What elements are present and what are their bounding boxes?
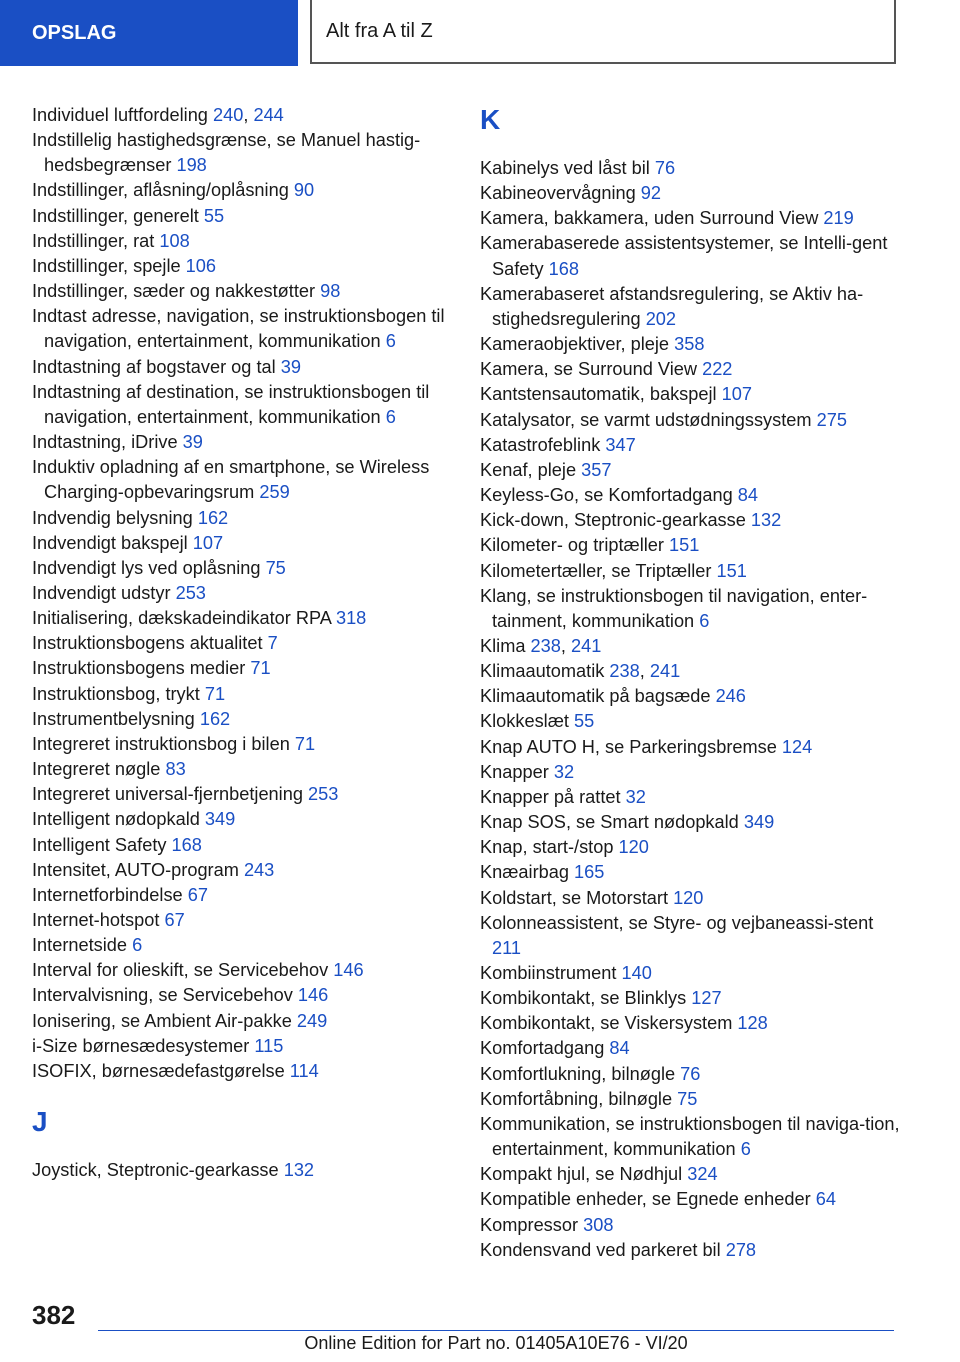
index-entry <box>32 254 452 279</box>
page-reference-link[interactable]: 32 <box>553 761 575 782</box>
index-term: Kommunikation, se instruktionsbogen til naviga-tion, entertainment, kommunikation <box>480 1113 900 1160</box>
index-entry: Klima 238, 241 <box>480 635 602 656</box>
index-entry <box>480 810 900 835</box>
page-reference-link[interactable]: 238 <box>609 661 640 682</box>
index-entry <box>480 1087 900 1112</box>
index-term: Kamerabaserede assistentsystemer, se Intelli-gent Safety <box>480 233 888 279</box>
index-entry <box>32 531 452 556</box>
footer-divider <box>98 1330 894 1331</box>
page-reference-link[interactable]: 202 <box>645 308 677 329</box>
page-reference-link[interactable]: 32 <box>625 786 646 807</box>
page-reference-link[interactable]: 90 <box>293 180 315 201</box>
index-term: Ionisering, se Ambient Air-pakke <box>32 1010 297 1031</box>
index-term: Kompatible enheder, se Egnede enheder <box>480 1189 816 1210</box>
index-entry <box>32 355 452 380</box>
index-term: Instruktionsbogens medier <box>32 658 251 679</box>
chapter-title: Alt fra A til Z <box>310 0 896 64</box>
page-reference-link[interactable]: 275 <box>816 409 847 430</box>
page-reference-link[interactable]: 75 <box>265 557 286 578</box>
page-reference-link[interactable]: 165 <box>574 862 605 883</box>
index-entry <box>32 556 452 581</box>
page-reference-link[interactable]: 67 <box>187 884 208 905</box>
index-term: Knap, start-/stop <box>480 837 619 858</box>
index-letter-heading: K <box>480 104 501 135</box>
page-reference-link[interactable]: 107 <box>192 532 224 553</box>
page-reference-link[interactable]: 140 <box>621 963 652 983</box>
index-term: Knapper <box>480 761 554 782</box>
index-entry <box>480 483 900 508</box>
page-reference-link[interactable]: 106 <box>185 255 217 276</box>
index-term: Klang, se instruktionsbogen til navigation, enter-tainment, kommunikation <box>480 585 868 631</box>
index-term: Kenaf, pleje <box>480 459 582 480</box>
index-term: Individuel luftfordeling <box>32 105 213 125</box>
index-entry <box>32 983 452 1008</box>
index-term: Intelligent Safety <box>32 834 172 855</box>
index-term: Knap SOS, se Smart nødopkald <box>480 812 744 833</box>
index-entry <box>480 433 900 458</box>
index-entry <box>32 631 452 656</box>
page-reference-link[interactable]: 241 <box>649 661 681 682</box>
page-reference-link[interactable]: 39 <box>280 356 301 377</box>
page-reference-link[interactable]: 39 <box>182 432 203 453</box>
page-reference-link[interactable]: 211 <box>492 937 521 958</box>
page-reference-link[interactable]: 222 <box>702 359 733 380</box>
index-term: Indtastning, iDrive <box>32 432 183 453</box>
index-entry <box>480 408 900 433</box>
index-entry <box>480 709 900 734</box>
index-term: Knap AUTO H, se Parkeringsbremse <box>480 736 782 757</box>
index-term: Indstillinger, aflåsning/oplåsning <box>32 180 294 201</box>
index-term: Kick-down, Steptronic-gearkasse <box>480 510 751 531</box>
page-reference-link[interactable]: 55 <box>574 711 595 732</box>
index-term: Kameraobjektiver, pleje <box>480 334 675 355</box>
index-term: Kondensvand ved parkeret bil <box>480 1239 726 1260</box>
page-reference-link[interactable]: 324 <box>687 1164 718 1185</box>
index-entry <box>32 606 452 631</box>
index-entry <box>32 229 452 254</box>
page-reference-link[interactable]: 76 <box>680 1063 701 1084</box>
index-term: Instruktionsbog, trykt <box>32 683 205 704</box>
index-entry <box>32 178 452 203</box>
index-entry <box>32 656 452 681</box>
index-term: Indstillinger, spejle <box>32 255 186 276</box>
edition-note: Online Edition for Part no. 01405A10E76 - VI/20 <box>304 1333 688 1353</box>
page-reference-link[interactable]: 71 <box>204 683 226 704</box>
index-term: Komfortåbning, bilnøgle <box>480 1088 678 1109</box>
page-reference-link[interactable]: 124 <box>781 736 813 757</box>
index-term: Internetside <box>32 935 133 956</box>
page-reference-link[interactable]: 243 <box>243 859 275 880</box>
page-reference-link[interactable]: 240 <box>212 105 244 125</box>
index-term: Katalysator, se varmt udstødningssystem <box>480 409 817 430</box>
index-term: Initialisering, dækskadeindikator RPA <box>32 608 336 629</box>
index-entry <box>32 1158 452 1183</box>
index-entry <box>32 757 452 782</box>
page-reference-link[interactable]: 127 <box>691 988 722 1009</box>
index-entry <box>480 332 900 357</box>
page-reference-link[interactable]: 146 <box>333 960 364 981</box>
index-term: Instruktionsbogens aktualitet <box>32 633 268 654</box>
page-reference-link[interactable]: 6 <box>385 331 396 352</box>
page-reference-link[interactable]: 6 <box>385 406 396 427</box>
index-term: Keyless-Go, se Komfortadgang <box>480 485 738 506</box>
index-term: Kombiinstrument <box>480 963 622 983</box>
page-reference-link[interactable]: 71 <box>294 733 316 754</box>
page-reference-link[interactable]: 107 <box>721 384 752 405</box>
index-entry <box>480 508 900 533</box>
index-entry <box>32 128 452 178</box>
page-reference-link[interactable]: 318 <box>335 608 367 629</box>
index-entry <box>32 1034 452 1059</box>
index-entry <box>32 304 452 354</box>
index-term: ISOFIX, børnesædefastgørelse <box>32 1060 290 1081</box>
page-reference-link[interactable]: 162 <box>199 708 231 729</box>
index-term: Kilometer- og triptæller <box>480 535 670 556</box>
page-reference-link[interactable]: 84 <box>609 1038 630 1059</box>
index-term: Indvendigt lys ved oplåsning <box>32 557 266 578</box>
page-number: 382 <box>32 1300 76 1330</box>
index-entry <box>480 1036 900 1061</box>
page-reference-link[interactable]: 349 <box>204 809 236 830</box>
page-reference-link[interactable]: 358 <box>674 334 705 355</box>
index-entry <box>480 357 900 382</box>
index-term: Indtast adresse, navigation, se instruktionsbogen til navigation, entertainment, kommunikation <box>32 306 445 352</box>
page-reference-link[interactable]: 76 <box>654 158 676 178</box>
index-term: Koldstart, se Motorstart <box>480 887 674 908</box>
index-term: Kamera, se Surround View <box>480 359 703 380</box>
index-entry <box>480 231 900 281</box>
index-entry <box>480 785 900 810</box>
index-entry <box>32 908 452 933</box>
index-term: Indvendigt bakspejl <box>32 532 193 553</box>
page-reference-link[interactable]: 6 <box>699 610 710 631</box>
index-entry <box>32 1059 452 1084</box>
index-entry <box>32 430 452 455</box>
index-term: Klima <box>480 635 531 656</box>
index-entry <box>480 533 900 558</box>
index-entry <box>480 206 900 231</box>
page-reference-link[interactable]: 64 <box>815 1189 836 1210</box>
index-term: Klimaautomatik <box>480 661 610 682</box>
index-entry <box>480 986 900 1011</box>
index-term: Kolonneassistent, se Styre- og vejbaneassi-stent <box>480 912 874 933</box>
page-reference-link[interactable]: 219 <box>823 208 854 229</box>
index-entry <box>480 860 900 885</box>
section-gap <box>32 1084 452 1105</box>
index-entry <box>32 807 452 832</box>
page-reference-link[interactable]: 71 <box>250 658 271 679</box>
index-term: Knæairbag <box>480 862 575 883</box>
index-entry <box>32 782 452 807</box>
page-reference-link[interactable]: 7 <box>267 633 278 654</box>
page-reference-link[interactable]: 259 <box>259 482 290 503</box>
page-reference-link[interactable]: 249 <box>296 1010 328 1031</box>
index-term: Indstillelig hastighedsgrænse, se Manuel hastig-hedsbegrænser <box>32 130 421 176</box>
index-term: Indtastning af bogstaver og tal <box>32 356 281 377</box>
index-term: Indstillinger, sæder og nakkestøtter <box>32 281 321 302</box>
page-reference-link[interactable]: 6 <box>740 1139 751 1160</box>
index-term: Internet-hotspot <box>32 910 165 930</box>
page-reference-link[interactable]: 308 <box>583 1214 614 1235</box>
section-tab: OPSLAG <box>0 0 298 66</box>
page-reference-link[interactable]: 347 <box>605 434 636 455</box>
page-reference-link[interactable]: 198 <box>176 155 207 176</box>
index-term: Indvendigt udstyr <box>32 582 176 603</box>
index-entry <box>32 279 452 304</box>
index-entry <box>32 455 452 505</box>
index-entry <box>32 380 452 430</box>
page-reference-link[interactable]: 278 <box>725 1239 757 1260</box>
index-term: Komfortlukning, bilnøgle <box>480 1063 681 1084</box>
index-term: Internetforbindelse <box>32 884 188 905</box>
page-reference-link[interactable]: 6 <box>132 935 143 956</box>
index-entry <box>480 382 900 407</box>
page-reference-link[interactable]: 92 <box>640 183 662 204</box>
index-term: Integreret instruktionsbog i bilen <box>32 733 295 754</box>
index-term: Komfortadgang <box>480 1038 610 1059</box>
index-entry <box>480 961 900 986</box>
page-reference-link[interactable]: 357 <box>581 459 612 480</box>
index-entry <box>480 1187 900 1212</box>
index-entry <box>480 156 900 181</box>
index-term: Kabinelys ved låst bil <box>480 158 655 178</box>
index-entry <box>480 886 900 911</box>
index-term: Integreret nøgle <box>32 759 166 780</box>
index-entry <box>32 581 452 606</box>
index-column-left <box>32 103 452 1183</box>
page-reference-link[interactable]: 349 <box>743 812 775 833</box>
index-entry <box>32 933 452 958</box>
index-entry <box>480 559 900 584</box>
index-term: Instrumentbelysning <box>32 708 200 729</box>
index-term: Klimaautomatik på bagsæde <box>480 686 716 707</box>
page-reference-link[interactable]: 120 <box>618 837 649 858</box>
index-entry <box>32 732 452 757</box>
index-entry <box>480 584 900 634</box>
page-reference-link[interactable]: 253 <box>308 784 339 805</box>
index-entry <box>480 1238 900 1263</box>
index-term: Kabineovervågning <box>480 183 641 204</box>
page-reference-link[interactable]: 246 <box>715 686 746 707</box>
index-term: Intervalvisning, se Servicebehov <box>32 985 298 1006</box>
index-term: Intensitet, AUTO-program <box>32 859 244 880</box>
index-term: Klokkeslæt <box>480 711 575 732</box>
index-entry <box>480 1162 900 1187</box>
index-term: Kompressor <box>480 1214 584 1235</box>
index-entry <box>480 181 900 206</box>
page-reference-link[interactable]: 151 <box>669 535 700 556</box>
page-reference-link[interactable]: 132 <box>283 1160 315 1181</box>
index-entry <box>480 1011 900 1036</box>
index-entry <box>480 735 900 760</box>
page-reference-link[interactable]: 114 <box>289 1060 319 1081</box>
index-term: Knapper på rattet <box>480 786 626 807</box>
page-reference-link[interactable]: 241 <box>571 635 602 656</box>
index-entry <box>32 682 452 707</box>
page-reference-link[interactable]: 128 <box>737 1013 768 1034</box>
index-entry <box>480 458 900 483</box>
index-entry <box>32 204 452 229</box>
page-reference-link[interactable]: 162 <box>197 507 229 528</box>
page-reference-link[interactable]: 253 <box>175 582 206 603</box>
page-reference-link[interactable]: 132 <box>750 510 782 531</box>
page-reference-link[interactable]: 120 <box>673 887 704 908</box>
index-term: i-Size børnesædesystemer <box>32 1035 255 1056</box>
index-term: Katastrofeblink <box>480 434 606 455</box>
index-term: Intelligent nødopkald <box>32 809 205 830</box>
index-term: Kombikontakt, se Blinklys <box>480 988 692 1009</box>
index-entry <box>480 911 900 961</box>
page-reference-link[interactable]: 115 <box>254 1035 284 1056</box>
index-term: Indstillinger, rat <box>32 230 160 251</box>
index-entry <box>32 958 452 983</box>
page-reference-link[interactable]: 151 <box>716 560 747 581</box>
index-entry <box>480 282 900 332</box>
page-reference-link[interactable]: 168 <box>548 258 579 279</box>
page-reference-link[interactable]: 108 <box>159 230 190 251</box>
index-entry <box>480 1062 900 1087</box>
index-letter-heading: J <box>32 1106 48 1138</box>
index-term: Kompakt hjul, se Nødhjul <box>480 1164 688 1185</box>
page-reference-link[interactable]: 168 <box>171 834 202 855</box>
index-term: Kamera, bakkamera, uden Surround View <box>480 208 824 229</box>
index-entry <box>32 883 452 908</box>
index-term: Kilometertæller, se Triptæller <box>480 560 717 581</box>
index-term: Integreret universal-fjernbetjening <box>32 784 309 805</box>
index-entry <box>32 833 452 858</box>
page-reference-link[interactable]: 83 <box>165 759 186 780</box>
index-entry <box>480 760 900 785</box>
index-term: Indstillinger, generelt <box>32 205 204 226</box>
index-entry <box>32 506 452 531</box>
index-entry: Individuel luftfordeling 240, 244 <box>32 105 284 125</box>
page-reference-link[interactable]: 146 <box>297 985 329 1006</box>
index-entry <box>480 1112 900 1162</box>
index-entry <box>32 1009 452 1034</box>
index-entry <box>480 1213 900 1238</box>
index-column-right <box>480 103 900 1263</box>
index-entry: Klimaautomatik 238, 241 <box>480 661 681 682</box>
index-entry <box>32 858 452 883</box>
index-term: Joystick, Steptronic-gearkasse <box>32 1160 284 1181</box>
index-entry <box>480 684 900 709</box>
page-header <box>0 0 960 66</box>
page-reference-link[interactable]: 84 <box>737 485 759 506</box>
index-term: Kamerabaseret afstandsregulering, se Aktiv ha-stighedsregulering <box>480 283 864 329</box>
index-entry <box>32 707 452 732</box>
page-reference-link[interactable]: 238 <box>530 635 561 656</box>
page-reference-link[interactable]: 55 <box>203 205 225 226</box>
index-term: Kantstensautomatik, bakspejl <box>480 384 722 405</box>
page-reference-link[interactable]: 67 <box>164 910 185 930</box>
page-reference-link[interactable]: 244 <box>253 105 284 125</box>
page-reference-link[interactable]: 98 <box>320 281 341 302</box>
index-term: Interval for olieskift, se Servicebehov <box>32 960 334 981</box>
index-term: Induktiv opladning af en smartphone, se Wireless Charging-opbevaringsrum <box>32 457 430 503</box>
page-reference-link[interactable]: 75 <box>677 1088 698 1109</box>
index-term: Indvendig belysning <box>32 507 198 528</box>
index-term: Kombikontakt, se Viskersystem <box>480 1013 738 1034</box>
index-entry <box>480 835 900 860</box>
index-term: Indtastning af destination, se instruktionsbogen til navigation, entertainment, kommunikation <box>32 381 430 427</box>
